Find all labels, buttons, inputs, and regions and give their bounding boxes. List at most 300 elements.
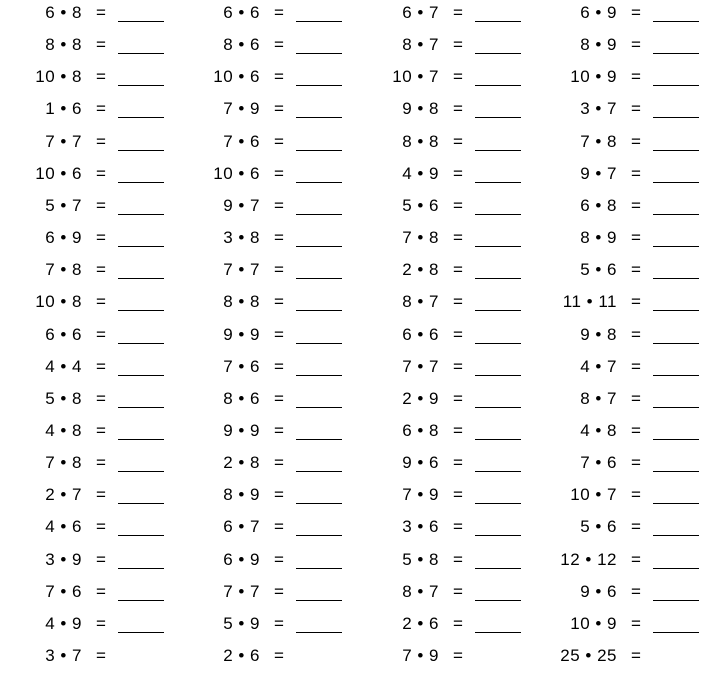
answer-blank[interactable] <box>118 150 164 151</box>
problem-row <box>357 549 527 571</box>
answer-blank[interactable] <box>118 246 164 247</box>
problem-expression: 7 • 6 <box>580 453 617 473</box>
equals-sign: = <box>96 228 106 248</box>
equals-sign: = <box>274 260 284 280</box>
equals-sign: = <box>453 581 463 601</box>
equals-sign: = <box>274 35 284 55</box>
answer-blank[interactable] <box>296 568 342 569</box>
answer-blank[interactable] <box>118 407 164 408</box>
problem-expression: 9 • 7 <box>580 163 617 183</box>
problem-expression: 12 • 12 <box>560 549 617 569</box>
answer-blank[interactable] <box>475 278 521 279</box>
problem-row <box>0 484 170 506</box>
equals-sign: = <box>631 485 641 505</box>
problem-expression: 4 • 7 <box>580 356 617 376</box>
equals-sign: = <box>453 292 463 312</box>
problem-row <box>0 324 170 346</box>
answer-blank[interactable] <box>296 439 342 440</box>
problem-expression: 7 • 7 <box>223 260 260 280</box>
problem-row <box>357 484 527 506</box>
equals-sign: = <box>631 453 641 473</box>
problem-expression: 7 • 6 <box>45 581 82 601</box>
equals-sign: = <box>96 292 106 312</box>
problem-row <box>357 452 527 474</box>
problem-expression: 7 • 7 <box>45 131 82 151</box>
problem-row <box>535 195 705 217</box>
problem-expression: 6 • 7 <box>402 3 439 22</box>
problem-row <box>178 34 348 56</box>
answer-blank[interactable] <box>118 503 164 504</box>
answer-blank[interactable] <box>475 246 521 247</box>
problem-row <box>357 98 527 120</box>
equals-sign: = <box>631 67 641 87</box>
equals-sign: = <box>453 646 463 665</box>
equals-sign: = <box>631 195 641 215</box>
problem-row <box>0 259 170 281</box>
answer-blank[interactable] <box>118 117 164 118</box>
problem-expression: 5 • 8 <box>402 549 439 569</box>
problem-expression: 4 • 4 <box>45 356 82 376</box>
answer-blank[interactable] <box>296 632 342 633</box>
problem-row <box>357 420 527 442</box>
equals-sign: = <box>453 485 463 505</box>
problem-row <box>357 516 527 538</box>
equals-sign: = <box>631 613 641 633</box>
answer-blank[interactable] <box>296 21 342 22</box>
problem-row <box>535 645 705 667</box>
equals-sign: = <box>274 195 284 215</box>
answer-blank[interactable] <box>118 278 164 279</box>
answer-blank[interactable] <box>653 53 699 54</box>
problem-expression: 6 • 8 <box>402 420 439 440</box>
answer-blank[interactable] <box>475 600 521 601</box>
answer-blank[interactable] <box>475 21 521 22</box>
problem-row <box>535 98 705 120</box>
answer-blank[interactable] <box>653 471 699 472</box>
problem-row <box>535 484 705 506</box>
answer-blank[interactable] <box>296 503 342 504</box>
problem-row <box>178 356 348 378</box>
answer-blank[interactable] <box>118 632 164 633</box>
equals-sign: = <box>453 613 463 633</box>
problem-expression: 2 • 8 <box>402 260 439 280</box>
problem-expression: 5 • 6 <box>402 195 439 215</box>
problem-row <box>357 227 527 249</box>
equals-sign: = <box>96 99 106 119</box>
problem-row <box>535 356 705 378</box>
problem-row <box>0 66 170 88</box>
problem-row <box>0 291 170 313</box>
problem-row <box>0 388 170 410</box>
problem-row <box>535 581 705 603</box>
problem-row <box>0 195 170 217</box>
answer-blank[interactable] <box>475 471 521 472</box>
answer-blank[interactable] <box>296 310 342 311</box>
equals-sign: = <box>274 485 284 505</box>
problem-expression: 8 • 6 <box>223 35 260 55</box>
answer-blank[interactable] <box>475 182 521 183</box>
problem-row <box>178 98 348 120</box>
equals-sign: = <box>631 35 641 55</box>
equals-sign: = <box>631 420 641 440</box>
problem-row <box>357 388 527 410</box>
problem-row <box>535 66 705 88</box>
problem-row <box>178 227 348 249</box>
problem-expression: 5 • 7 <box>45 195 82 215</box>
equals-sign: = <box>453 67 463 87</box>
equals-sign: = <box>96 420 106 440</box>
answer-blank[interactable] <box>653 600 699 601</box>
answer-blank[interactable] <box>296 117 342 118</box>
problem-expression: 7 • 9 <box>402 646 439 665</box>
answer-blank[interactable] <box>118 53 164 54</box>
equals-sign: = <box>96 131 106 151</box>
problem-row <box>535 613 705 635</box>
answer-blank[interactable] <box>475 150 521 151</box>
problem-row <box>0 420 170 442</box>
answer-blank[interactable] <box>296 375 342 376</box>
equals-sign: = <box>96 163 106 183</box>
problem-expression: 8 • 7 <box>402 35 439 55</box>
equals-sign: = <box>96 388 106 408</box>
answer-blank[interactable] <box>653 535 699 536</box>
problem-expression: 3 • 9 <box>45 549 82 569</box>
problem-row <box>535 291 705 313</box>
problem-row <box>357 324 527 346</box>
problem-row <box>0 2 170 24</box>
problem-expression: 4 • 8 <box>580 420 617 440</box>
answer-blank[interactable] <box>118 439 164 440</box>
answer-blank[interactable] <box>653 21 699 22</box>
answer-blank[interactable] <box>475 503 521 504</box>
problem-expression: 6 • 9 <box>45 228 82 248</box>
answer-blank[interactable] <box>118 85 164 86</box>
problem-expression: 1 • 6 <box>45 99 82 119</box>
problem-expression: 6 • 6 <box>223 3 260 22</box>
problem-expression: 9 • 8 <box>580 324 617 344</box>
equals-sign: = <box>274 163 284 183</box>
problem-expression: 10 • 6 <box>213 163 260 183</box>
problem-row <box>0 131 170 153</box>
equals-sign: = <box>96 613 106 633</box>
problem-expression: 7 • 7 <box>402 356 439 376</box>
problem-expression: 3 • 6 <box>402 517 439 537</box>
equals-sign: = <box>274 613 284 633</box>
equals-sign: = <box>631 292 641 312</box>
problem-expression: 9 • 8 <box>402 99 439 119</box>
problem-row <box>0 227 170 249</box>
problem-row <box>178 2 348 24</box>
problem-row <box>0 516 170 538</box>
problem-expression: 8 • 7 <box>580 388 617 408</box>
equals-sign: = <box>631 646 641 665</box>
problem-row <box>535 388 705 410</box>
problem-row <box>0 34 170 56</box>
problem-row <box>0 452 170 474</box>
equals-sign: = <box>453 195 463 215</box>
problem-expression: 5 • 8 <box>45 388 82 408</box>
problem-row <box>357 2 527 24</box>
problem-expression: 8 • 7 <box>402 292 439 312</box>
equals-sign: = <box>631 549 641 569</box>
problem-row <box>178 613 348 635</box>
equals-sign: = <box>96 453 106 473</box>
equals-sign: = <box>631 324 641 344</box>
problem-row <box>535 2 705 24</box>
problem-expression: 7 • 8 <box>580 131 617 151</box>
answer-blank[interactable] <box>118 535 164 536</box>
answer-blank[interactable] <box>653 182 699 183</box>
equals-sign: = <box>453 35 463 55</box>
problem-row <box>178 645 348 667</box>
equals-sign: = <box>96 195 106 215</box>
problem-row <box>178 484 348 506</box>
equals-sign: = <box>631 388 641 408</box>
answer-blank[interactable] <box>653 503 699 504</box>
problem-row <box>535 420 705 442</box>
answer-blank[interactable] <box>475 568 521 569</box>
problem-expression: 7 • 6 <box>223 356 260 376</box>
answer-blank[interactable] <box>118 600 164 601</box>
problem-row <box>357 613 527 635</box>
problem-row <box>178 131 348 153</box>
equals-sign: = <box>96 67 106 87</box>
problem-row <box>357 581 527 603</box>
answer-blank[interactable] <box>296 182 342 183</box>
answer-blank[interactable] <box>118 21 164 22</box>
equals-sign: = <box>453 388 463 408</box>
problem-expression: 3 • 7 <box>580 99 617 119</box>
equals-sign: = <box>274 549 284 569</box>
problem-row <box>535 259 705 281</box>
problem-row <box>178 581 348 603</box>
problem-expression: 10 • 9 <box>570 613 617 633</box>
problem-expression: 10 • 6 <box>213 67 260 87</box>
problem-expression: 4 • 6 <box>45 517 82 537</box>
equals-sign: = <box>274 581 284 601</box>
problem-row <box>535 516 705 538</box>
equals-sign: = <box>96 324 106 344</box>
equals-sign: = <box>96 260 106 280</box>
answer-blank[interactable] <box>653 310 699 311</box>
equals-sign: = <box>96 581 106 601</box>
answer-blank[interactable] <box>653 214 699 215</box>
problem-expression: 6 • 6 <box>45 324 82 344</box>
problem-expression: 8 • 8 <box>45 35 82 55</box>
answer-blank[interactable] <box>475 535 521 536</box>
answer-blank[interactable] <box>296 214 342 215</box>
answer-blank[interactable] <box>475 85 521 86</box>
answer-blank[interactable] <box>475 310 521 311</box>
problem-expression: 9 • 9 <box>223 324 260 344</box>
answer-blank[interactable] <box>653 439 699 440</box>
answer-blank[interactable] <box>296 471 342 472</box>
problem-row <box>357 163 527 185</box>
answer-blank[interactable] <box>475 214 521 215</box>
problem-row <box>178 516 348 538</box>
problem-expression: 6 • 8 <box>45 3 82 22</box>
answer-blank[interactable] <box>118 471 164 472</box>
answer-blank[interactable] <box>475 407 521 408</box>
problem-expression: 8 • 9 <box>580 228 617 248</box>
problem-expression: 2 • 8 <box>223 453 260 473</box>
problem-expression: 7 • 9 <box>402 485 439 505</box>
problem-expression: 25 • 25 <box>560 646 617 665</box>
problem-expression: 9 • 9 <box>223 420 260 440</box>
problem-row <box>178 420 348 442</box>
equals-sign: = <box>96 646 106 665</box>
equals-sign: = <box>274 646 284 665</box>
equals-sign: = <box>453 131 463 151</box>
problem-expression: 9 • 7 <box>223 195 260 215</box>
problem-row <box>357 356 527 378</box>
problem-expression: 3 • 8 <box>223 228 260 248</box>
equals-sign: = <box>453 549 463 569</box>
answer-blank[interactable] <box>296 246 342 247</box>
problem-row <box>357 195 527 217</box>
answer-blank[interactable] <box>296 85 342 86</box>
answer-blank[interactable] <box>653 343 699 344</box>
problem-row <box>357 645 527 667</box>
problem-expression: 7 • 6 <box>223 131 260 151</box>
answer-blank[interactable] <box>475 53 521 54</box>
equals-sign: = <box>631 517 641 537</box>
problem-row <box>535 163 705 185</box>
problem-row <box>357 259 527 281</box>
problem-row <box>357 131 527 153</box>
answer-blank[interactable] <box>118 568 164 569</box>
equals-sign: = <box>274 3 284 22</box>
problem-expression: 3 • 7 <box>45 646 82 665</box>
equals-sign: = <box>96 517 106 537</box>
problem-expression: 6 • 8 <box>580 195 617 215</box>
problem-expression: 5 • 6 <box>580 260 617 280</box>
equals-sign: = <box>631 260 641 280</box>
problem-expression: 10 • 8 <box>35 67 82 87</box>
answer-blank[interactable] <box>296 53 342 54</box>
problem-expression: 4 • 9 <box>402 163 439 183</box>
problem-row <box>535 549 705 571</box>
answer-blank[interactable] <box>653 117 699 118</box>
answer-blank[interactable] <box>118 375 164 376</box>
equals-sign: = <box>274 99 284 119</box>
equals-sign: = <box>631 99 641 119</box>
equals-sign: = <box>274 228 284 248</box>
answer-blank[interactable] <box>653 278 699 279</box>
equals-sign: = <box>274 517 284 537</box>
problem-expression: 2 • 9 <box>402 388 439 408</box>
answer-blank[interactable] <box>296 278 342 279</box>
problem-row <box>535 131 705 153</box>
problem-expression: 8 • 9 <box>580 35 617 55</box>
equals-sign: = <box>631 356 641 376</box>
answer-blank[interactable] <box>296 407 342 408</box>
problem-row <box>0 98 170 120</box>
problem-expression: 6 • 9 <box>580 3 617 22</box>
answer-blank[interactable] <box>296 600 342 601</box>
problem-expression: 8 • 6 <box>223 388 260 408</box>
problem-expression: 5 • 6 <box>580 517 617 537</box>
problem-expression: 10 • 6 <box>35 163 82 183</box>
answer-blank[interactable] <box>653 407 699 408</box>
answer-blank[interactable] <box>296 535 342 536</box>
problem-row <box>178 549 348 571</box>
answer-blank[interactable] <box>653 246 699 247</box>
problem-row <box>357 291 527 313</box>
answer-blank[interactable] <box>653 85 699 86</box>
answer-blank[interactable] <box>118 214 164 215</box>
answer-blank[interactable] <box>475 117 521 118</box>
problem-row <box>0 645 170 667</box>
equals-sign: = <box>453 3 463 22</box>
equals-sign: = <box>453 228 463 248</box>
problem-expression: 2 • 6 <box>223 646 260 665</box>
equals-sign: = <box>274 324 284 344</box>
answer-blank[interactable] <box>653 150 699 151</box>
problem-expression: 7 • 9 <box>223 99 260 119</box>
answer-blank[interactable] <box>118 310 164 311</box>
problem-row <box>357 66 527 88</box>
answer-blank[interactable] <box>118 343 164 344</box>
problem-expression: 2 • 6 <box>402 613 439 633</box>
equals-sign: = <box>453 420 463 440</box>
problem-row <box>357 34 527 56</box>
problem-expression: 2 • 7 <box>45 485 82 505</box>
problem-expression: 11 • 11 <box>562 292 617 312</box>
problem-row <box>0 356 170 378</box>
problem-row <box>178 388 348 410</box>
problem-expression: 9 • 6 <box>580 581 617 601</box>
problem-row <box>178 66 348 88</box>
problem-row <box>535 324 705 346</box>
answer-blank[interactable] <box>653 632 699 633</box>
equals-sign: = <box>631 163 641 183</box>
equals-sign: = <box>274 388 284 408</box>
equals-sign: = <box>96 549 106 569</box>
answer-blank[interactable] <box>653 375 699 376</box>
answer-blank[interactable] <box>475 343 521 344</box>
answer-blank[interactable] <box>475 439 521 440</box>
problem-expression: 10 • 7 <box>570 485 617 505</box>
answer-blank[interactable] <box>296 150 342 151</box>
problem-row <box>0 549 170 571</box>
problem-expression: 7 • 8 <box>402 228 439 248</box>
answer-blank[interactable] <box>475 632 521 633</box>
problem-expression: 10 • 7 <box>392 67 439 87</box>
problem-expression: 9 • 6 <box>402 453 439 473</box>
problem-row <box>0 163 170 185</box>
answer-blank[interactable] <box>475 375 521 376</box>
equals-sign: = <box>631 131 641 151</box>
equals-sign: = <box>453 260 463 280</box>
problem-expression: 8 • 9 <box>223 485 260 505</box>
equals-sign: = <box>631 228 641 248</box>
equals-sign: = <box>274 420 284 440</box>
answer-blank[interactable] <box>118 182 164 183</box>
problem-row <box>178 452 348 474</box>
problem-expression: 5 • 9 <box>223 613 260 633</box>
problem-row <box>178 291 348 313</box>
answer-blank[interactable] <box>296 343 342 344</box>
problem-expression: 6 • 7 <box>223 517 260 537</box>
problem-expression: 10 • 9 <box>570 67 617 87</box>
problem-expression: 7 • 8 <box>45 453 82 473</box>
problem-expression: 7 • 7 <box>223 581 260 601</box>
equals-sign: = <box>274 292 284 312</box>
problem-row <box>535 452 705 474</box>
problem-expression: 8 • 8 <box>223 292 260 312</box>
answer-blank[interactable] <box>653 568 699 569</box>
